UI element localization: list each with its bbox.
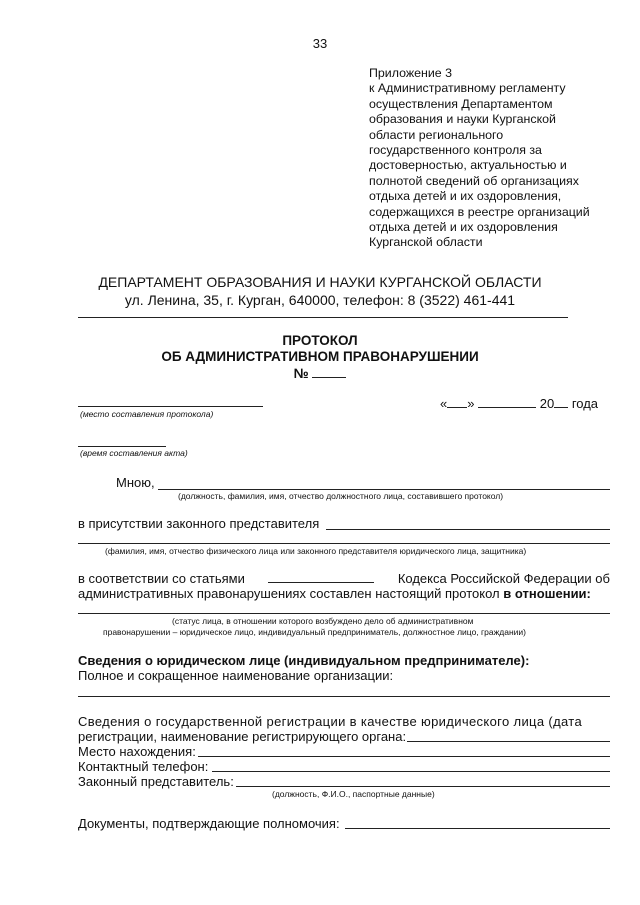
representative-label: Законный представитель:: [78, 774, 234, 789]
articles-line-2: [78, 586, 591, 601]
year-suffix: года: [571, 396, 599, 411]
articles-part1: в соответствии со статьями: [78, 571, 245, 586]
appendix-line: полнотой сведений об организациях: [369, 173, 579, 188]
number-field[interactable]: [312, 366, 346, 378]
protocol-title: ПРОТОКОЛ: [282, 333, 358, 348]
full-name-label: Полное и сокращенное наименование организации:: [78, 668, 394, 683]
articles-line2-text: административных правонарушениях составлен настоящий протокол: [78, 586, 500, 601]
presence-label: в присутствии законного представителя: [78, 516, 320, 531]
location-field[interactable]: [198, 756, 610, 757]
number-sign: №: [293, 366, 309, 381]
full-name-field[interactable]: [78, 696, 610, 697]
registration-row: [78, 714, 610, 729]
department-address: ул. Ленина, 35, г. Курган, 640000, телефон: 8 (3522) 461-441: [124, 292, 516, 308]
by-me-label: Мною,: [116, 475, 155, 490]
articles-part2: Кодекса Российской Федерации об: [397, 571, 610, 586]
appendix-line: государственного контроля за: [369, 143, 542, 158]
registration-field[interactable]: [407, 741, 610, 742]
protocol-number: [0, 366, 640, 381]
appendix-line: к Административному регламенту: [369, 81, 566, 96]
articles-bold: в отношении:: [503, 586, 591, 601]
appendix-line: Курганской области: [369, 235, 483, 250]
page-number: 33: [312, 36, 328, 51]
date-year-field[interactable]: [554, 396, 568, 408]
documents-label: Документы, подтверждающие полномочия:: [78, 816, 340, 831]
registration-line-2: регистрации, наименование регистрирующего органа:: [78, 729, 407, 744]
close-quote: »: [467, 396, 475, 411]
representative-caption: (должность, Ф.И.О., паспортные данные): [272, 789, 435, 799]
department-name: ДЕПАРТАМЕНТ ОБРАЗОВАНИЯ И НАУКИ КУРГАНСКОЙ ОБЛАСТИ: [98, 274, 542, 290]
place-caption: (место составления протокола): [80, 409, 214, 419]
by-me-field[interactable]: [158, 489, 610, 490]
year-prefix: 20: [539, 396, 555, 411]
representative-field[interactable]: [236, 786, 610, 787]
by-me-caption: (должность, фамилия, имя, отчество должностного лица, составившего протокол): [178, 491, 504, 501]
time-field[interactable]: [78, 446, 166, 447]
phone-label: Контактный телефон:: [78, 759, 209, 774]
protocol-subtitle: ОБ АДМИНИСТРАТИВНОМ ПРАВОНАРУШЕНИИ: [161, 349, 479, 364]
phone-field[interactable]: [212, 771, 610, 772]
date-field: [440, 396, 598, 411]
appendix-line: осуществления Департаментом: [369, 96, 553, 111]
appendix-line: достоверностью, актуальностью и: [369, 158, 567, 173]
header-divider: [78, 317, 568, 318]
date-day-field[interactable]: [447, 396, 467, 408]
documents-field[interactable]: [345, 828, 610, 829]
appendix-line: содержащихся в реестре организаций: [369, 204, 590, 219]
registration-line-1: [78, 714, 610, 729]
articles-field[interactable]: [268, 571, 374, 583]
presence-field-2[interactable]: [78, 543, 610, 544]
articles-line: [78, 571, 610, 586]
location-label: Место нахождения:: [78, 744, 196, 759]
open-quote: «: [440, 396, 448, 411]
appendix-line: области регионального: [369, 127, 504, 142]
registration-text: Сведения о государственной регистрации в качестве юридического лица (дата: [78, 714, 583, 729]
status-caption-2: правонарушении – юридическое лицо, индивидуальный предприниматель, должностное лицо, граждании): [103, 627, 526, 637]
appendix-line: Приложение 3: [369, 66, 453, 80]
presence-caption: (фамилия, имя, отчество физического лица или законного представителя юридического лица, защитника): [105, 546, 527, 556]
place-field[interactable]: [78, 406, 263, 407]
legal-entity-heading: Сведения о юридическом лице (индивидуальном предпринимателе):: [78, 653, 530, 668]
appendix-line: отдыха детей и их оздоровления: [369, 220, 558, 235]
status-caption-1: (статус лица, в отношении которого возбуждено дело об административном: [172, 616, 474, 626]
appendix-line: отдыха детей и их оздоровления,: [369, 189, 562, 204]
time-caption: (время составления акта): [80, 448, 188, 458]
appendix-line: образования и науки Курганской: [369, 112, 556, 127]
presence-field[interactable]: [326, 529, 610, 530]
appendix-note: [369, 66, 619, 251]
date-month-field[interactable]: [478, 396, 536, 408]
status-field[interactable]: [78, 613, 610, 614]
